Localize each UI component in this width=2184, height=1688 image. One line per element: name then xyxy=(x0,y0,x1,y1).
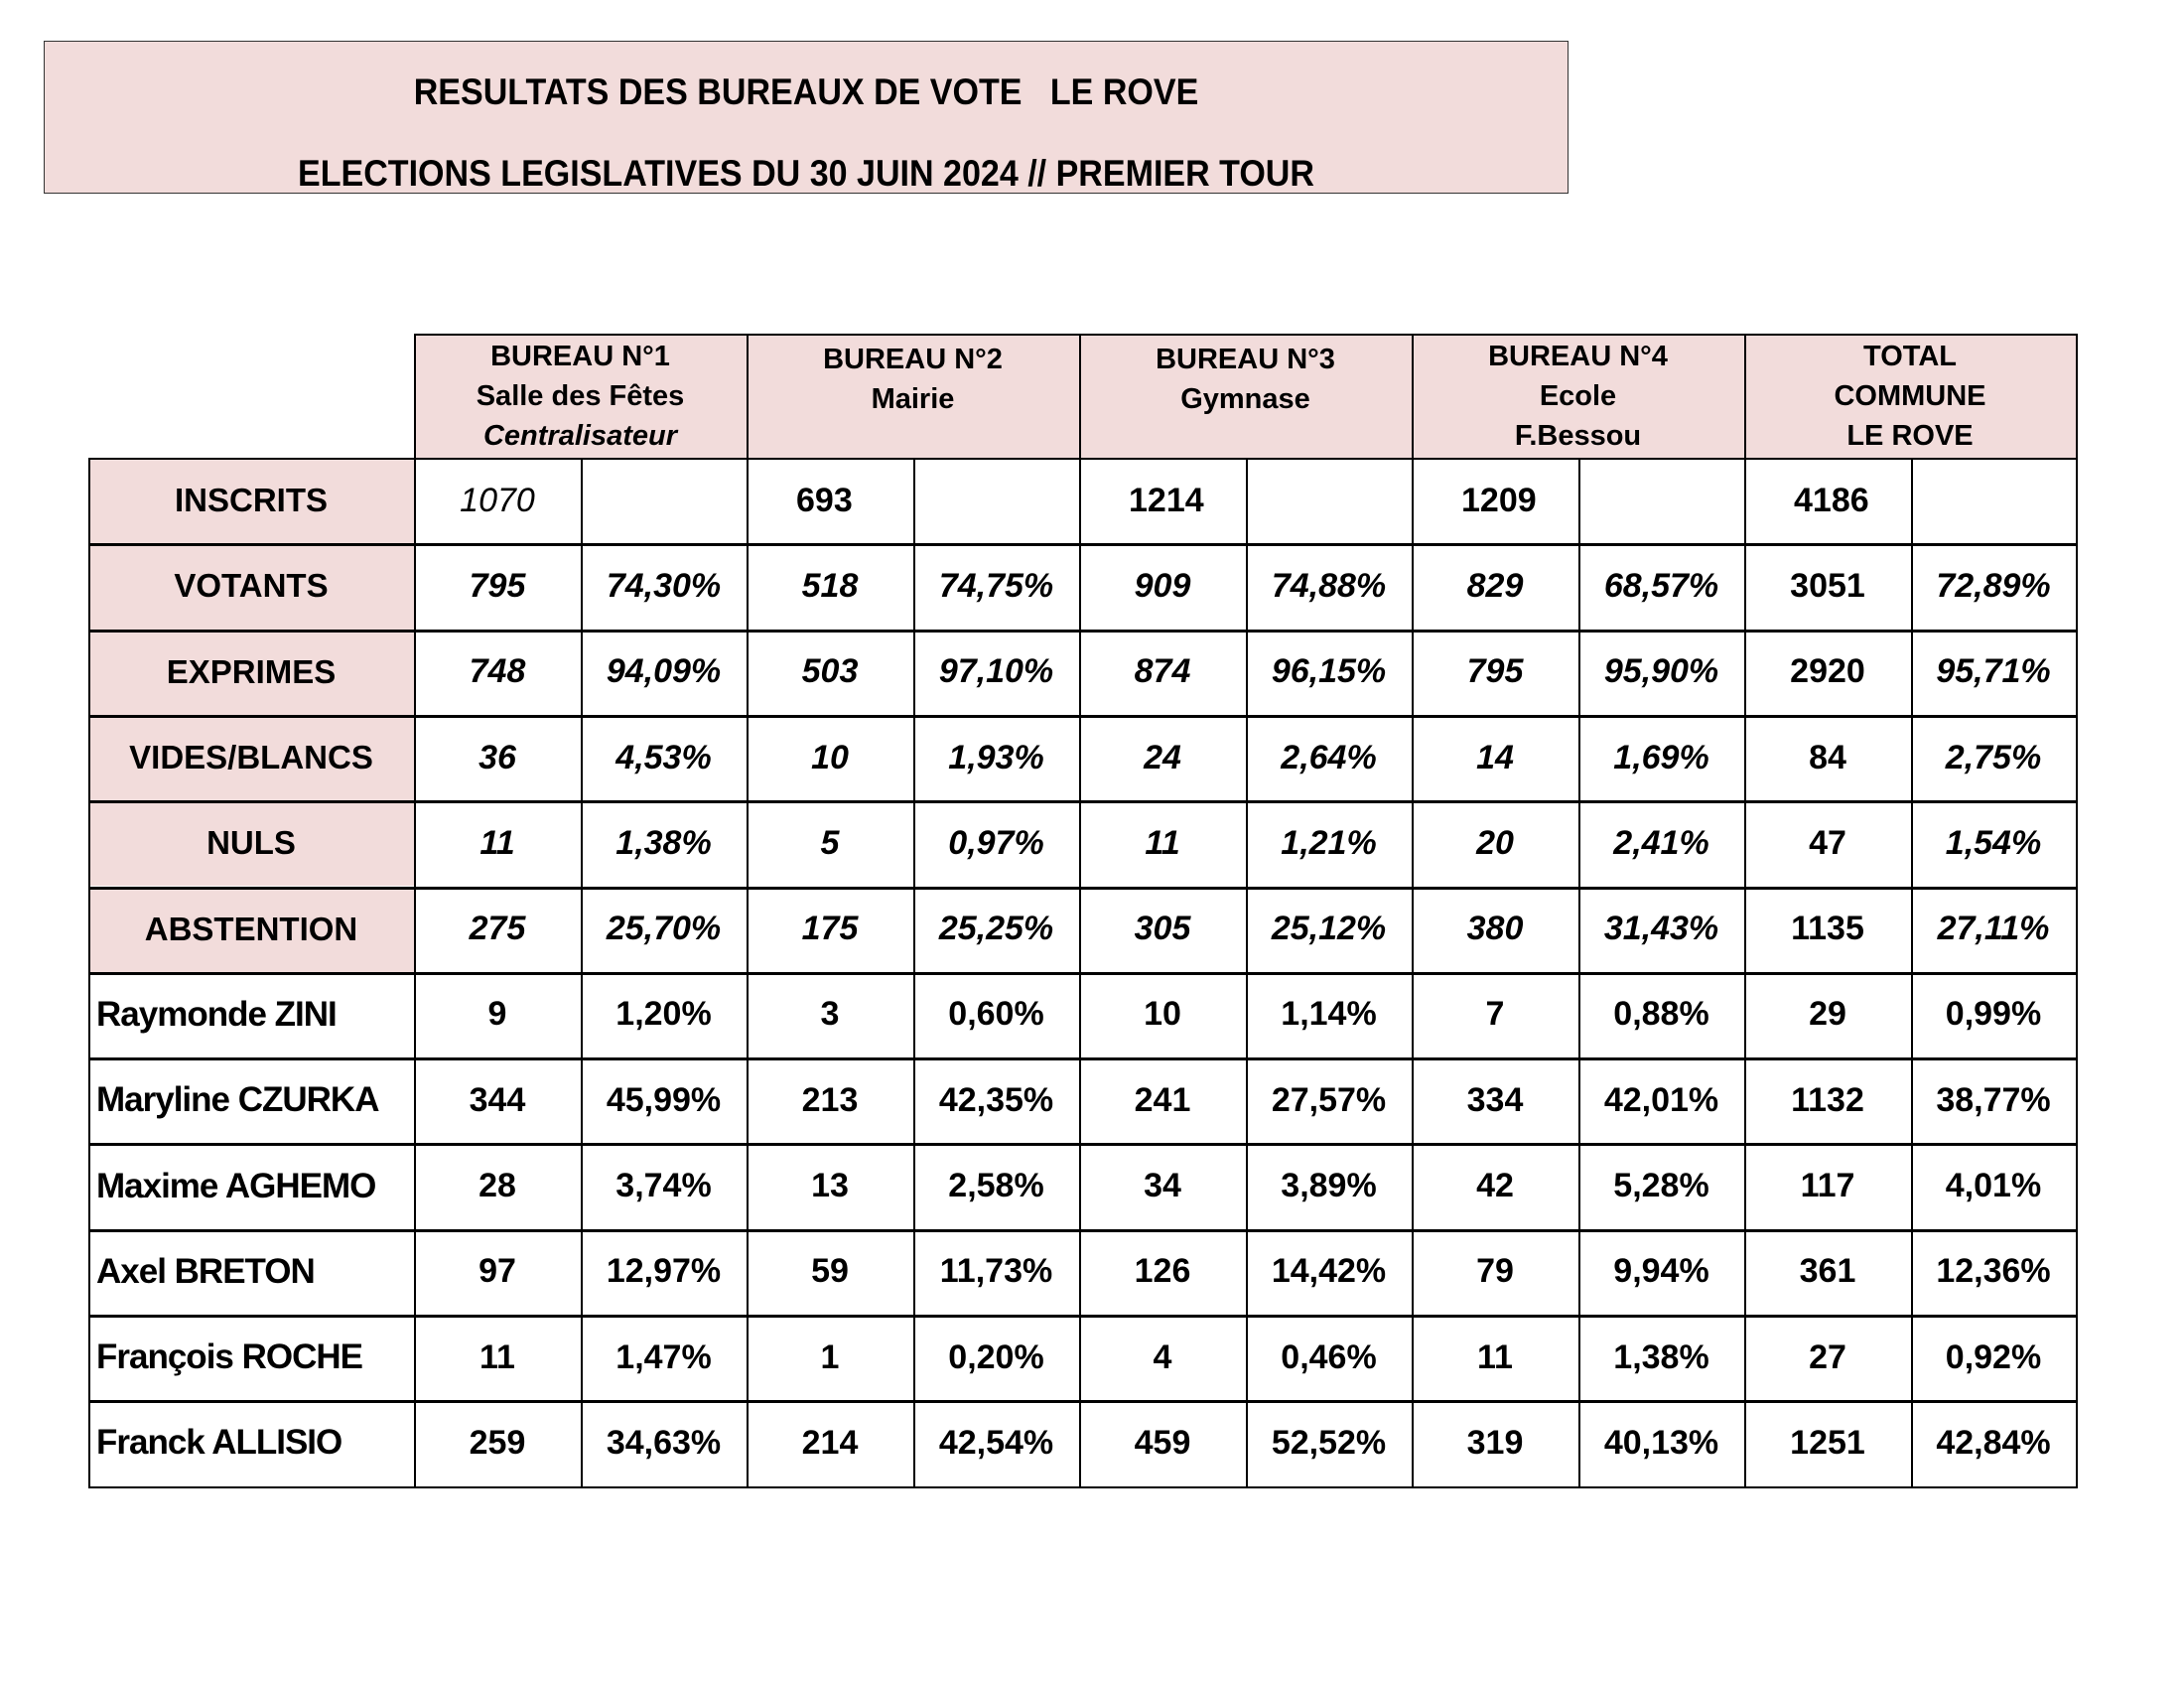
stat-percent: 68,57% xyxy=(1603,566,1719,605)
stat-count: 11 xyxy=(479,823,515,862)
grid-line xyxy=(88,543,2078,546)
candidate-votes: 126 xyxy=(1134,1252,1191,1291)
column-header-line: BUREAU N°3 xyxy=(1156,344,1335,375)
grid-line xyxy=(88,800,2078,803)
grid-line xyxy=(1079,334,1081,458)
grid-line xyxy=(88,630,2078,633)
stat-percent: 31,43% xyxy=(1603,910,1719,948)
candidate-percent: 12,36% xyxy=(1936,1252,2051,1291)
column-header-1 xyxy=(414,334,747,458)
candidate-percent: 14,42% xyxy=(1271,1252,1387,1291)
candidate-percent: 42,84% xyxy=(1936,1423,2051,1462)
stat-count: 829 xyxy=(1466,566,1524,605)
candidate-name: Axel BRETON xyxy=(96,1251,315,1291)
grid-line xyxy=(88,715,2078,718)
grid-line xyxy=(414,334,416,458)
column-header-line: Mairie xyxy=(871,383,955,415)
candidate-votes: 117 xyxy=(1800,1167,1855,1205)
stat-count: 175 xyxy=(801,910,859,948)
grid-line xyxy=(1744,458,1746,1487)
candidate-votes: 7 xyxy=(1485,995,1505,1034)
candidate-votes: 334 xyxy=(1466,1080,1524,1119)
candidate-percent: 52,52% xyxy=(1271,1423,1387,1462)
grid-line xyxy=(88,1400,2078,1403)
candidate-percent: 42,54% xyxy=(938,1423,1054,1462)
candidate-votes: 9 xyxy=(487,995,507,1034)
candidate-votes: 1251 xyxy=(1790,1423,1865,1462)
grid-line xyxy=(88,458,90,1487)
stat-count: 909 xyxy=(1134,566,1191,605)
column-header-line: COMMUNE xyxy=(1834,379,1986,412)
row-label-inscrits: INSCRITS xyxy=(88,458,414,543)
candidate-percent: 5,28% xyxy=(1613,1167,1709,1205)
candidate-votes: 3 xyxy=(820,995,840,1034)
candidate-percent: 1,14% xyxy=(1281,995,1377,1034)
candidate-percent: 27,57% xyxy=(1271,1080,1387,1119)
stat-count: 10 xyxy=(811,738,849,776)
stat-percent xyxy=(581,458,747,543)
stat-count: 36 xyxy=(478,738,516,776)
stat-percent xyxy=(1911,458,2076,543)
title-main: RESULTATS DES BUREAUX DE VOTE LE ROVE xyxy=(413,71,1199,112)
candidate-percent: 40,13% xyxy=(1603,1423,1719,1462)
stat-percent: 1,21% xyxy=(1281,823,1377,862)
candidate-name: Raymonde ZINI xyxy=(96,994,337,1034)
stat-percent xyxy=(1246,458,1412,543)
candidate-votes: 13 xyxy=(811,1167,849,1205)
candidate-percent: 11,73% xyxy=(939,1252,1053,1291)
grid-line xyxy=(1412,458,1414,1487)
column-header-line: F.Bessou xyxy=(1514,419,1642,452)
grid-line xyxy=(1079,458,1081,1487)
row-label-abstention: ABSTENTION xyxy=(88,887,414,972)
stat-count: 795 xyxy=(469,566,526,605)
candidate-percent: 0,20% xyxy=(948,1337,1044,1376)
stat-percent xyxy=(1578,458,1744,543)
candidate-votes: 1 xyxy=(820,1337,840,1376)
grid-line xyxy=(88,1486,2078,1488)
grid-line xyxy=(747,458,749,1487)
candidate-percent: 1,20% xyxy=(615,995,712,1034)
grid-line xyxy=(581,458,583,1487)
row-label-nuls: NULS xyxy=(88,800,414,886)
stat-count: 2920 xyxy=(1790,652,1865,691)
stat-count: 47 xyxy=(1809,823,1846,862)
column-header-line: BUREAU N°2 xyxy=(823,344,1003,375)
candidate-votes: 241 xyxy=(1134,1080,1191,1119)
stat-percent: 2,64% xyxy=(1281,738,1377,776)
candidate-percent: 0,88% xyxy=(1613,995,1709,1034)
stat-percent: 97,10% xyxy=(938,652,1054,691)
grid-line xyxy=(88,1229,2078,1232)
candidate-percent: 45,99% xyxy=(606,1080,722,1119)
candidate-votes: 213 xyxy=(801,1080,859,1119)
candidate-name: François ROCHE xyxy=(96,1337,362,1377)
candidate-votes: 11 xyxy=(1477,1337,1513,1376)
grid-line xyxy=(88,458,2078,460)
stat-count: 1135 xyxy=(1791,910,1864,948)
stat-count: 693 xyxy=(796,481,853,519)
stat-count: 1214 xyxy=(1129,481,1204,519)
candidate-votes: 29 xyxy=(1809,995,1846,1034)
stat-percent: 72,89% xyxy=(1936,566,2051,605)
candidate-votes: 34 xyxy=(1144,1167,1181,1205)
column-header-5 xyxy=(1744,334,2076,458)
stat-percent: 74,75% xyxy=(938,566,1054,605)
candidate-votes: 28 xyxy=(478,1167,516,1205)
grid-line xyxy=(88,1057,2078,1060)
candidate-percent: 42,35% xyxy=(938,1080,1054,1119)
candidate-votes: 259 xyxy=(469,1423,526,1462)
stat-count: 275 xyxy=(469,910,526,948)
candidate-percent: 34,63% xyxy=(606,1423,722,1462)
stat-count: 503 xyxy=(801,652,859,691)
candidate-votes: 214 xyxy=(801,1423,859,1462)
stat-count: 795 xyxy=(1466,652,1524,691)
grid-line xyxy=(88,1143,2078,1146)
stat-count: 518 xyxy=(801,566,859,605)
grid-line xyxy=(913,458,915,1487)
stat-percent: 4,53% xyxy=(615,738,712,776)
candidate-percent: 4,01% xyxy=(1945,1167,2042,1205)
grid-line xyxy=(1412,334,1414,458)
candidate-votes: 361 xyxy=(1799,1252,1856,1291)
stat-count: 5 xyxy=(820,823,840,862)
candidate-votes: 42 xyxy=(1476,1167,1514,1205)
candidate-percent: 12,97% xyxy=(606,1252,722,1291)
stat-count: 14 xyxy=(1476,738,1514,776)
candidate-votes: 11 xyxy=(479,1337,515,1376)
candidate-votes: 4 xyxy=(1153,1337,1172,1376)
stat-percent: 95,71% xyxy=(1936,652,2051,691)
stat-count: 305 xyxy=(1134,910,1191,948)
candidate-votes: 344 xyxy=(469,1080,526,1119)
column-header-line: Centralisateur xyxy=(482,419,677,452)
stat-percent: 74,88% xyxy=(1271,566,1387,605)
candidate-votes: 319 xyxy=(1466,1423,1524,1462)
stat-percent: 2,75% xyxy=(1945,738,2042,776)
stat-count: 1209 xyxy=(1461,481,1537,519)
grid-line xyxy=(414,334,2078,336)
column-header-2 xyxy=(747,334,1079,458)
stat-percent: 74,30% xyxy=(606,566,722,605)
candidate-votes: 79 xyxy=(1476,1252,1514,1291)
grid-line xyxy=(88,972,2078,975)
stat-percent: 25,12% xyxy=(1271,910,1387,948)
grid-line xyxy=(88,1315,2078,1318)
stat-percent: 96,15% xyxy=(1271,652,1387,691)
column-header-3 xyxy=(1079,334,1412,458)
candidate-name: Maryline CZURKA xyxy=(96,1080,379,1120)
candidate-percent: 1,47% xyxy=(615,1337,712,1376)
title-subtitle: ELECTIONS LEGISLATIVES DU 30 JUIN 2024 // PREMIER TOUR xyxy=(298,153,1314,194)
candidate-votes: 459 xyxy=(1134,1423,1191,1462)
grid-line xyxy=(1744,334,1746,458)
stat-percent: 1,69% xyxy=(1613,738,1709,776)
stat-percent: 1,54% xyxy=(1945,823,2042,862)
candidate-percent: 0,46% xyxy=(1281,1337,1377,1376)
candidate-percent: 3,74% xyxy=(615,1167,712,1205)
grid-line xyxy=(1911,458,1913,1487)
stat-percent: 2,41% xyxy=(1613,823,1709,862)
candidate-percent: 1,38% xyxy=(1613,1337,1709,1376)
candidate-percent: 38,77% xyxy=(1936,1080,2051,1119)
column-header-line: Ecole xyxy=(1539,379,1617,412)
row-label-vides-blancs: VIDES/BLANCS xyxy=(88,715,414,800)
candidate-percent: 3,89% xyxy=(1281,1167,1377,1205)
stat-count: 748 xyxy=(469,652,526,691)
row-label-exprimes: EXPRIMES xyxy=(88,630,414,715)
candidate-votes: 1132 xyxy=(1791,1080,1864,1119)
candidate-votes: 97 xyxy=(478,1252,516,1291)
candidate-votes: 59 xyxy=(811,1252,849,1291)
stat-percent: 27,11% xyxy=(1937,910,2050,948)
stat-percent: 25,25% xyxy=(938,910,1054,948)
stat-percent: 95,90% xyxy=(1603,652,1719,691)
stat-count: 3051 xyxy=(1790,566,1865,605)
stat-count: 24 xyxy=(1144,738,1181,776)
stat-percent: 0,97% xyxy=(948,823,1044,862)
candidate-percent: 42,01% xyxy=(1603,1080,1719,1119)
row-label-votants: VOTANTS xyxy=(88,543,414,629)
column-header-4 xyxy=(1412,334,1744,458)
candidate-percent: 0,92% xyxy=(1945,1337,2042,1376)
candidate-votes: 10 xyxy=(1144,995,1181,1034)
candidate-name: Maxime AGHEMO xyxy=(96,1166,376,1205)
stat-count: 11 xyxy=(1145,823,1180,862)
stat-percent: 25,70% xyxy=(606,910,722,948)
grid-line xyxy=(414,458,416,1487)
stat-percent: 1,38% xyxy=(615,823,712,862)
column-header-line: TOTAL xyxy=(1863,340,1957,372)
grid-line xyxy=(88,887,2078,890)
stat-count: 4186 xyxy=(1794,481,1869,519)
candidate-percent: 0,99% xyxy=(1945,995,2042,1034)
grid-line xyxy=(747,334,749,458)
stat-count: 84 xyxy=(1809,738,1846,776)
candidate-votes: 27 xyxy=(1809,1337,1846,1376)
stat-count: 380 xyxy=(1466,910,1524,948)
stat-percent: 94,09% xyxy=(606,652,722,691)
column-header-line: Gymnase xyxy=(1180,383,1310,415)
stat-count: 1070 xyxy=(460,481,535,519)
grid-line xyxy=(1578,458,1580,1487)
stat-count: 20 xyxy=(1476,823,1514,862)
column-header-line: BUREAU N°4 xyxy=(1488,340,1668,372)
column-header-line: BUREAU N°1 xyxy=(490,340,670,372)
stat-count: 874 xyxy=(1134,652,1191,691)
candidate-percent: 9,94% xyxy=(1613,1252,1709,1291)
column-header-line: LE ROVE xyxy=(1846,419,1974,452)
candidate-name: Franck ALLISIO xyxy=(96,1423,342,1463)
column-header-line: Salle des Fêtes xyxy=(476,379,685,412)
candidate-percent: 2,58% xyxy=(948,1167,1044,1205)
title-banner xyxy=(44,41,1569,194)
grid-line xyxy=(1246,458,1248,1487)
stat-percent: 1,93% xyxy=(948,738,1044,776)
candidate-percent: 0,60% xyxy=(948,995,1044,1034)
stat-percent xyxy=(913,458,1079,543)
